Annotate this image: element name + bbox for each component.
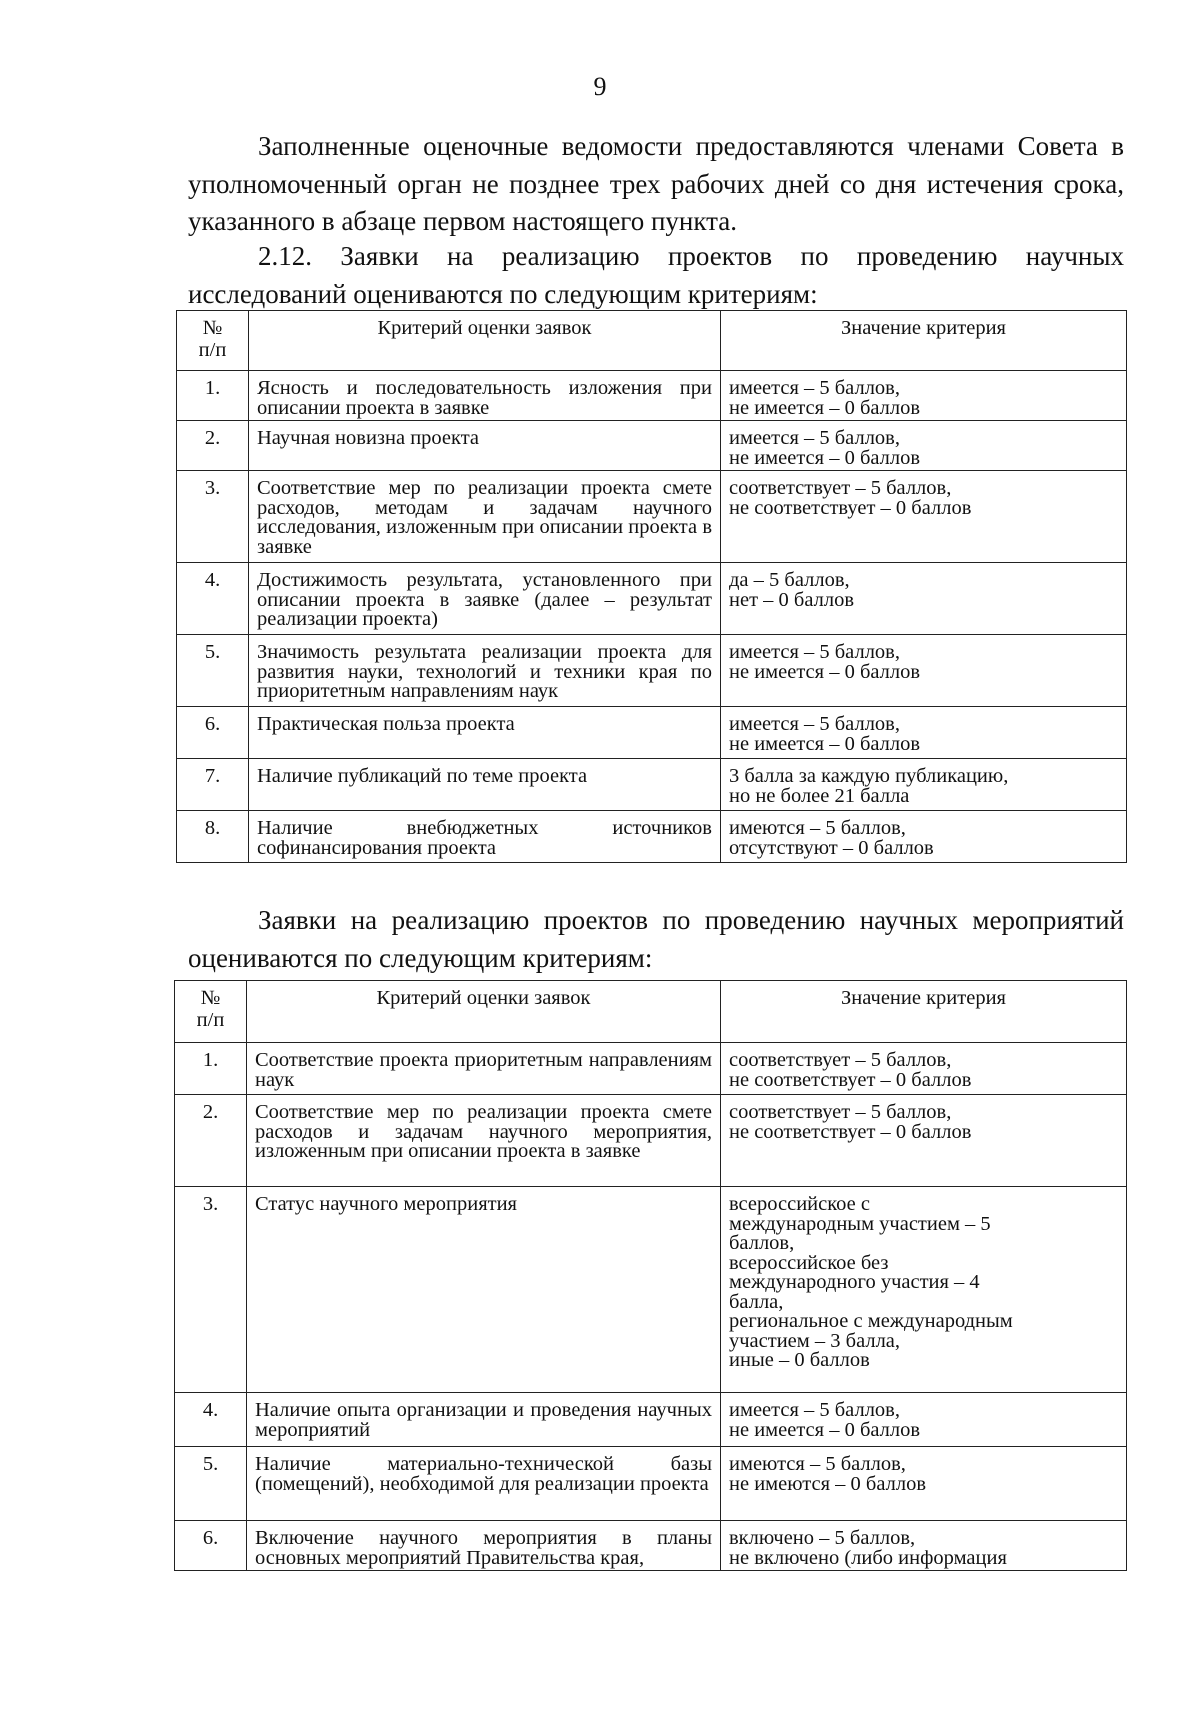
row-value: да – 5 баллов, нет – 0 баллов: [721, 563, 1127, 635]
row-criterion: Соответствие мер по реализации проекта смете расходов, методам и задачам научного исследования, изложенным при описании проекта в заявке: [249, 471, 721, 563]
row-number: 6.: [175, 1521, 247, 1571]
row-value: имеется – 5 баллов, не имеется – 0 баллов: [721, 1393, 1127, 1447]
row-criterion: Наличие материально-технической базы (помещений), необходимой для реализации проекта: [247, 1447, 721, 1521]
paragraph-text: Заполненные оценочные ведомости предоставляются членами Совета в уполномоченный орган не позднее трех рабочих дней со дня истечения срока, указанного в абзаце первом настоящего пункта.: [188, 131, 1124, 236]
table-row: [177, 635, 1127, 707]
table-row: [177, 563, 1127, 635]
row-number: 5.: [175, 1447, 247, 1521]
row-number: 8.: [177, 811, 249, 863]
row-value: имеется – 5 баллов, не имеется – 0 баллов: [721, 635, 1127, 707]
row-criterion: Значимость результата реализации проекта для развития науки, технологий и техники края по приоритетным направлениям наук: [249, 635, 721, 707]
row-criterion: Научная новизна проекта: [249, 421, 721, 471]
row-value: всероссийское с международным участием – 5 баллов, всероссийское без международного участия – 4 балла, региональное с международным участием – 3 балла, иные – 0 баллов: [721, 1187, 1127, 1393]
row-value: соответствует – 5 баллов, не соответствует – 0 баллов: [721, 1095, 1127, 1187]
row-criterion: Практическая польза проекта: [249, 707, 721, 759]
table-row: [177, 707, 1127, 759]
paragraph-text: Заявки на реализацию проектов по проведению научных мероприятий оцениваются по следующим критериям:: [188, 905, 1124, 973]
header-number: № п/п: [177, 311, 249, 371]
row-criterion: Наличие внебюджетных источников софинансирования проекта: [249, 811, 721, 863]
row-value: имеется – 5 баллов, не имеется – 0 баллов: [721, 421, 1127, 471]
row-value: соответствует – 5 баллов, не соответствует – 0 баллов: [721, 471, 1127, 563]
header-value: Значение критерия: [721, 311, 1127, 371]
header-criterion: Критерий оценки заявок: [247, 981, 721, 1043]
table-row: [177, 471, 1127, 563]
row-number: 4.: [177, 563, 249, 635]
table-row: [175, 1447, 1127, 1521]
row-criterion: Включение научного мероприятия в планы основных мероприятий Правительства края,: [247, 1521, 721, 1571]
row-value: имеется – 5 баллов, не имеется – 0 баллов: [721, 707, 1127, 759]
row-number: 3.: [175, 1187, 247, 1393]
row-value: 3 балла за каждую публикацию, но не более 21 балла: [721, 759, 1127, 811]
row-number: 6.: [177, 707, 249, 759]
row-value: имеется – 5 баллов, не имеется – 0 баллов: [721, 371, 1127, 421]
row-number: 2.: [175, 1095, 247, 1187]
table-row: [177, 371, 1127, 421]
table-header-row: [177, 311, 1127, 371]
page-number: 9: [593, 72, 607, 101]
header-number: № п/п: [175, 981, 247, 1043]
row-criterion: Достижимость результата, установленного при описании проекта в заявке (далее – результат реализации проекта): [249, 563, 721, 635]
header-value: Значение критерия: [721, 981, 1127, 1043]
table-row: [175, 1393, 1127, 1447]
paragraph-text: 2.12. Заявки на реализацию проектов по проведению научных исследований оцениваются по следующим критериям:: [188, 241, 1124, 309]
paragraph-research-criteria-intro: [188, 238, 1124, 313]
row-criterion: Наличие публикаций по теме проекта: [249, 759, 721, 811]
table-row: [177, 811, 1127, 863]
row-criterion: Соответствие мер по реализации проекта смете расходов и задачам научного мероприятия, изложенным при описании проекта в заявке: [247, 1095, 721, 1187]
table-row: [175, 1521, 1127, 1571]
table-header-row: [175, 981, 1127, 1043]
paragraph-events-criteria-intro: [188, 902, 1124, 977]
table-row: [177, 421, 1127, 471]
row-number: 2.: [177, 421, 249, 471]
row-criterion: Наличие опыта организации и проведения научных мероприятий: [247, 1393, 721, 1447]
table-row: [175, 1187, 1127, 1393]
table-row: [175, 1043, 1127, 1095]
paragraph-council-sheets: [188, 128, 1124, 241]
row-value: включено – 5 баллов, не включено (либо информация: [721, 1521, 1127, 1571]
header-criterion: Критерий оценки заявок: [249, 311, 721, 371]
row-criterion: Соответствие проекта приоритетным направлениям наук: [247, 1043, 721, 1095]
row-value: соответствует – 5 баллов, не соответствует – 0 баллов: [721, 1043, 1127, 1095]
row-number: 1.: [177, 371, 249, 421]
table-row: [175, 1095, 1127, 1187]
row-criterion: Статус научного мероприятия: [247, 1187, 721, 1393]
row-number: 7.: [177, 759, 249, 811]
row-number: 5.: [177, 635, 249, 707]
events-criteria-table: [174, 980, 1127, 1571]
row-number: 1.: [175, 1043, 247, 1095]
row-value: имеются – 5 баллов, отсутствуют – 0 баллов: [721, 811, 1127, 863]
table-row: [177, 759, 1127, 811]
row-value: имеются – 5 баллов, не имеются – 0 баллов: [721, 1447, 1127, 1521]
row-number: 3.: [177, 471, 249, 563]
row-number: 4.: [175, 1393, 247, 1447]
research-criteria-table: [176, 310, 1127, 863]
row-criterion: Ясность и последовательность изложения при описании проекта в заявке: [249, 371, 721, 421]
